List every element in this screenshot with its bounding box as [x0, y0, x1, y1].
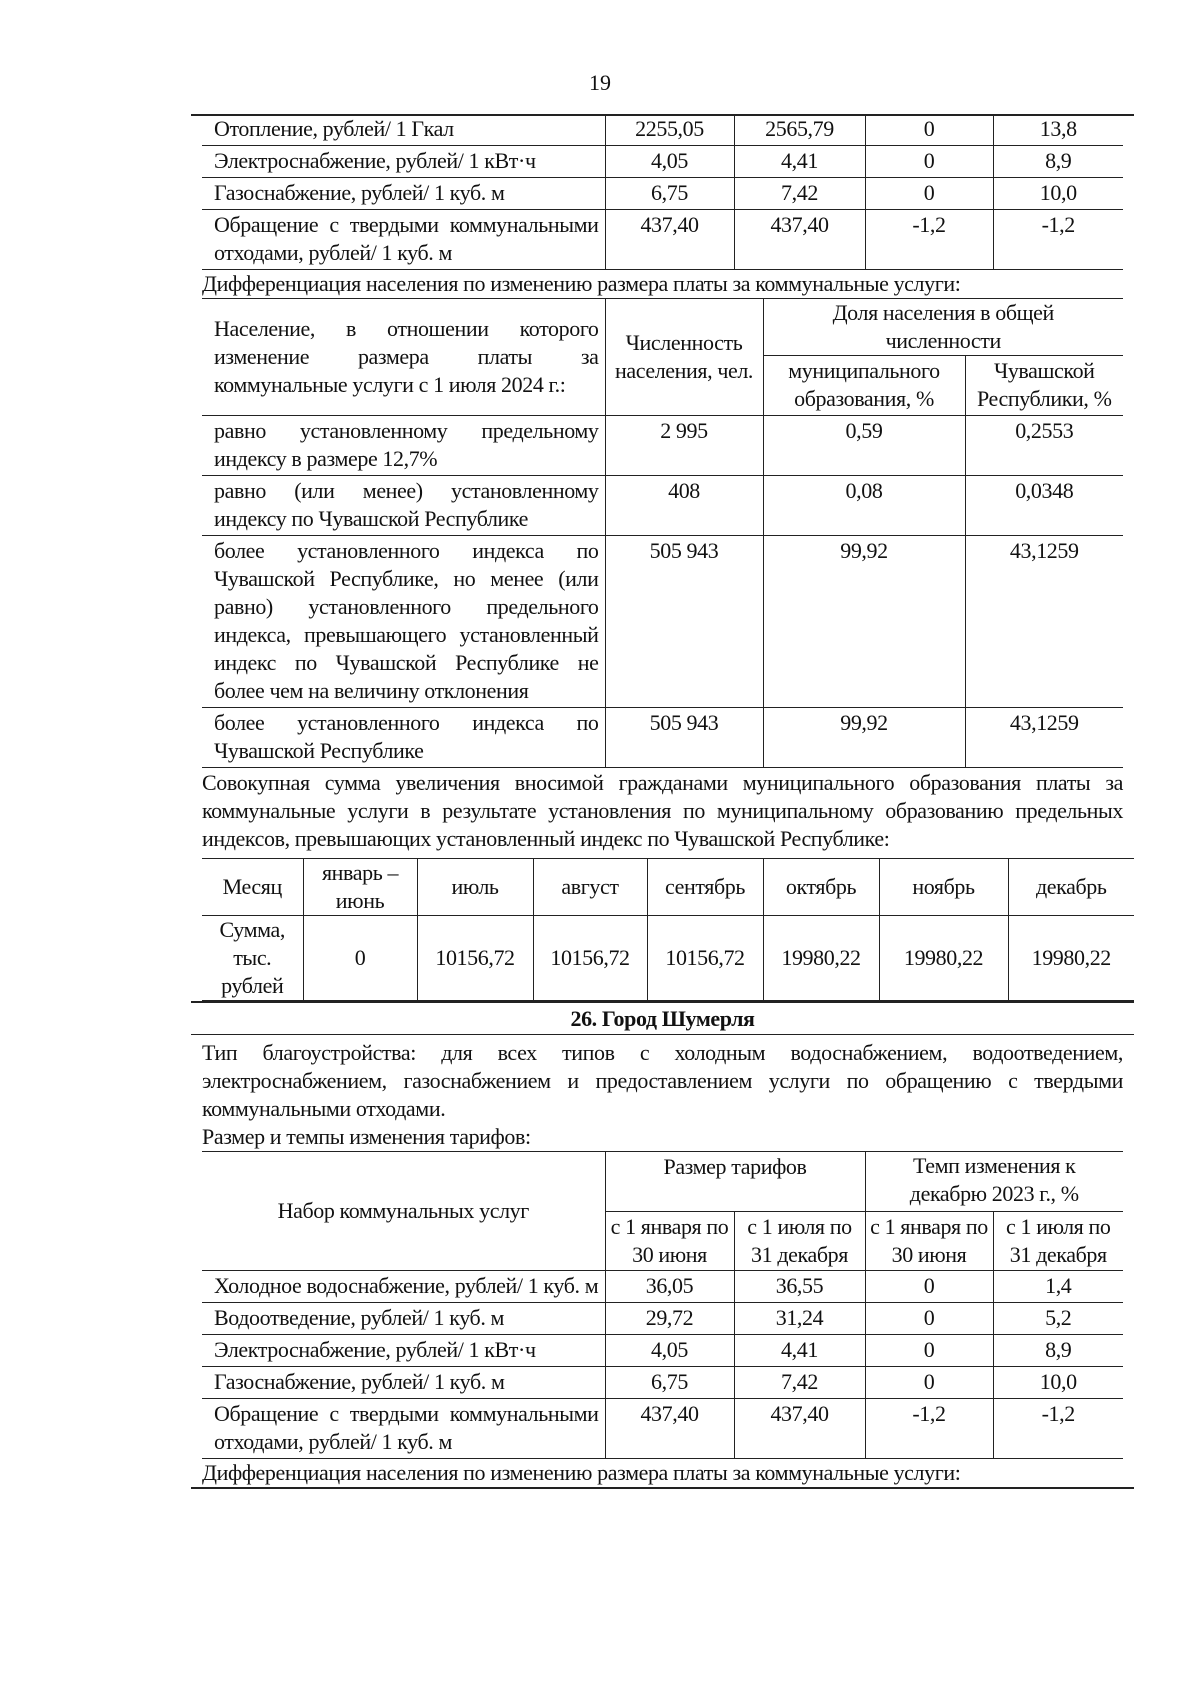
cell-value: -1,2 [993, 1399, 1123, 1459]
monthly-sum-table [202, 858, 1134, 1001]
cell-value: 4,41 [734, 1335, 865, 1367]
month-values-row [202, 916, 1134, 1001]
row-label: Обращение с твердыми коммунальными отходами, рублей/ 1 куб. м [202, 1399, 605, 1459]
table-row [202, 708, 1123, 768]
tariffs-top-table [202, 114, 1123, 270]
document-body [202, 114, 1123, 1489]
header-republic: Чувашской Республики, % [965, 356, 1123, 416]
cell-value: 8,9 [993, 146, 1123, 178]
section-type-text: Тип благоустройства: для всех типов с холодным водоснабжением, водоотведением, электроснабжением, газоснабжением и предоставлением услуги по обращению с твердыми коммунальными отходами. [202, 1040, 1123, 1121]
table-row [202, 536, 1123, 708]
cell-value: -1,2 [865, 210, 993, 270]
header-period: с 1 июля по 31 декабря [993, 1212, 1123, 1271]
row-label: Электроснабжение, рублей/ 1 кВт·ч [202, 146, 605, 178]
row-label: Холодное водоснабжение, рублей/ 1 куб. м [202, 1271, 605, 1303]
cell-value: 0 [865, 178, 993, 210]
cell-value: 7,42 [734, 178, 865, 210]
section-title: 26. Город Шумерля [191, 1003, 1134, 1035]
month-header-row [202, 859, 1134, 916]
month-value-cell: Сумма, тыс. рублей [202, 916, 303, 1001]
cell-value: 2 995 [605, 416, 763, 476]
table-row [202, 1399, 1123, 1459]
table-row [202, 146, 1123, 178]
header-size: Размер тарифов [605, 1152, 865, 1212]
cell-value: 7,42 [734, 1367, 865, 1399]
cell-value: 0 [865, 1271, 993, 1303]
cell-value: 0 [865, 1303, 993, 1335]
header-group: Население, в отношении которого изменение размера платы за коммунальные услуги с 1 июля 2024 г.: [202, 299, 605, 416]
cell-value: 0,59 [763, 416, 965, 476]
month-header-cell: декабрь [1008, 859, 1134, 916]
header-share: Доля населения в общей численности [763, 299, 1123, 356]
page-number: 19 [589, 70, 611, 95]
cell-value: 10,0 [993, 1367, 1123, 1399]
cell-value: 408 [605, 476, 763, 536]
row-label: Электроснабжение, рублей/ 1 кВт·ч [202, 1335, 605, 1367]
cell-value: -1,2 [993, 210, 1123, 270]
cell-value: 6,75 [605, 1367, 734, 1399]
cell-value: 99,92 [763, 536, 965, 708]
header-period: с 1 января по 30 июня [605, 1212, 734, 1271]
cell-value: 0 [865, 1367, 993, 1399]
table-row [202, 416, 1123, 476]
cell-value: 43,1259 [965, 536, 1123, 708]
cell-value: 0 [865, 114, 993, 146]
header-row [202, 299, 1123, 356]
cell-value: -1,2 [865, 1399, 993, 1459]
table-row [202, 1335, 1123, 1367]
differentiation-title: Дифференциация населения по изменению размера платы за коммунальные услуги: [202, 270, 1123, 299]
month-value-cell: 10156,72 [533, 916, 647, 1001]
header-municipal: муниципального образования, % [763, 356, 965, 416]
table-row [202, 476, 1123, 536]
row-label: Газоснабжение, рублей/ 1 куб. м [202, 178, 605, 210]
cell-value: 0,2553 [965, 416, 1123, 476]
cell-value: 437,40 [734, 1399, 865, 1459]
population-table [202, 299, 1123, 768]
tariffs-title: Размер и темпы изменения тарифов: [202, 1123, 1123, 1152]
row-label: равно (или менее) установленному индексу по Чувашской Республике [202, 476, 605, 536]
header-service: Набор коммунальных услуг [202, 1152, 605, 1271]
cell-value: 505 943 [605, 536, 763, 708]
cell-value: 4,05 [605, 146, 734, 178]
table-row [202, 1367, 1123, 1399]
month-header-cell: июль [417, 859, 533, 916]
month-value-cell: 10156,72 [647, 916, 763, 1001]
month-header-cell: октябрь [763, 859, 879, 916]
table-row [202, 1303, 1123, 1335]
cell-value: 5,2 [993, 1303, 1123, 1335]
cell-value: 8,9 [993, 1335, 1123, 1367]
header-count: Численность населения, чел. [605, 299, 763, 416]
cell-value: 31,24 [734, 1303, 865, 1335]
row-label: более установленного индекса по Чувашской Республике [202, 708, 605, 768]
row-label: более установленного индекса по Чувашской Республике, но менее (или равно) установленного предельного индекса, превышающего установленный индекс по Чувашской Республике не более чем на величину отклонения [202, 536, 605, 708]
cell-value: 29,72 [605, 1303, 734, 1335]
cell-value: 2565,79 [734, 114, 865, 146]
header-period: с 1 июля по 31 декабря [734, 1212, 865, 1271]
month-header-cell: август [533, 859, 647, 916]
row-label: Водоотведение, рублей/ 1 куб. м [202, 1303, 605, 1335]
cell-value: 6,75 [605, 178, 734, 210]
total-increase-text: Совокупная сумма увеличения вносимой гражданами муниципального образования платы за коммунальные услуги в результате установления по муниципальному образованию предельных индексов, превышающих установленный индекс по Чувашской Республике: [202, 770, 1123, 851]
cell-value: 36,05 [605, 1271, 734, 1303]
month-value-cell: 19980,22 [879, 916, 1008, 1001]
month-value-cell: 19980,22 [763, 916, 879, 1001]
table-row [202, 114, 1123, 146]
month-value-cell: 0 [303, 916, 417, 1001]
row-label: равно установленному предельному индексу в размере 12,7% [202, 416, 605, 476]
cell-value: 0,08 [763, 476, 965, 536]
table-row [202, 178, 1123, 210]
table-row [202, 210, 1123, 270]
month-header-cell: январь – июнь [303, 859, 417, 916]
cell-value: 437,40 [605, 210, 734, 270]
cell-value: 437,40 [734, 210, 865, 270]
header-rate: Темп изменения к декабрю 2023 г., % [865, 1152, 1123, 1212]
cell-value: 0 [865, 1335, 993, 1367]
cell-value: 2255,05 [605, 114, 734, 146]
month-value-cell: 10156,72 [417, 916, 533, 1001]
row-label: Обращение с твердыми коммунальными отходами, рублей/ 1 куб. м [202, 210, 605, 270]
cell-value: 505 943 [605, 708, 763, 768]
header-row [202, 1152, 1123, 1212]
row-label: Газоснабжение, рублей/ 1 куб. м [202, 1367, 605, 1399]
cell-value: 4,41 [734, 146, 865, 178]
row-label: Отопление, рублей/ 1 Гкал [202, 114, 605, 146]
cell-value: 0,0348 [965, 476, 1123, 536]
cell-value: 99,92 [763, 708, 965, 768]
cell-value: 13,8 [993, 114, 1123, 146]
month-value-cell: 19980,22 [1008, 916, 1134, 1001]
cell-value: 4,05 [605, 1335, 734, 1367]
month-header-cell: ноябрь [879, 859, 1008, 916]
month-header-cell: Месяц [202, 859, 303, 916]
tariffs-table [202, 1152, 1123, 1459]
cell-value: 36,55 [734, 1271, 865, 1303]
table-row [202, 1271, 1123, 1303]
cell-value: 10,0 [993, 178, 1123, 210]
month-header-cell: сентябрь [647, 859, 763, 916]
differentiation-title-2: Дифференциация населения по изменению размера платы за коммунальные услуги: [191, 1459, 1134, 1489]
cell-value: 43,1259 [965, 708, 1123, 768]
cell-value: 437,40 [605, 1399, 734, 1459]
header-period: с 1 января по 30 июня [865, 1212, 993, 1271]
cell-value: 1,4 [993, 1271, 1123, 1303]
cell-value: 0 [865, 146, 993, 178]
